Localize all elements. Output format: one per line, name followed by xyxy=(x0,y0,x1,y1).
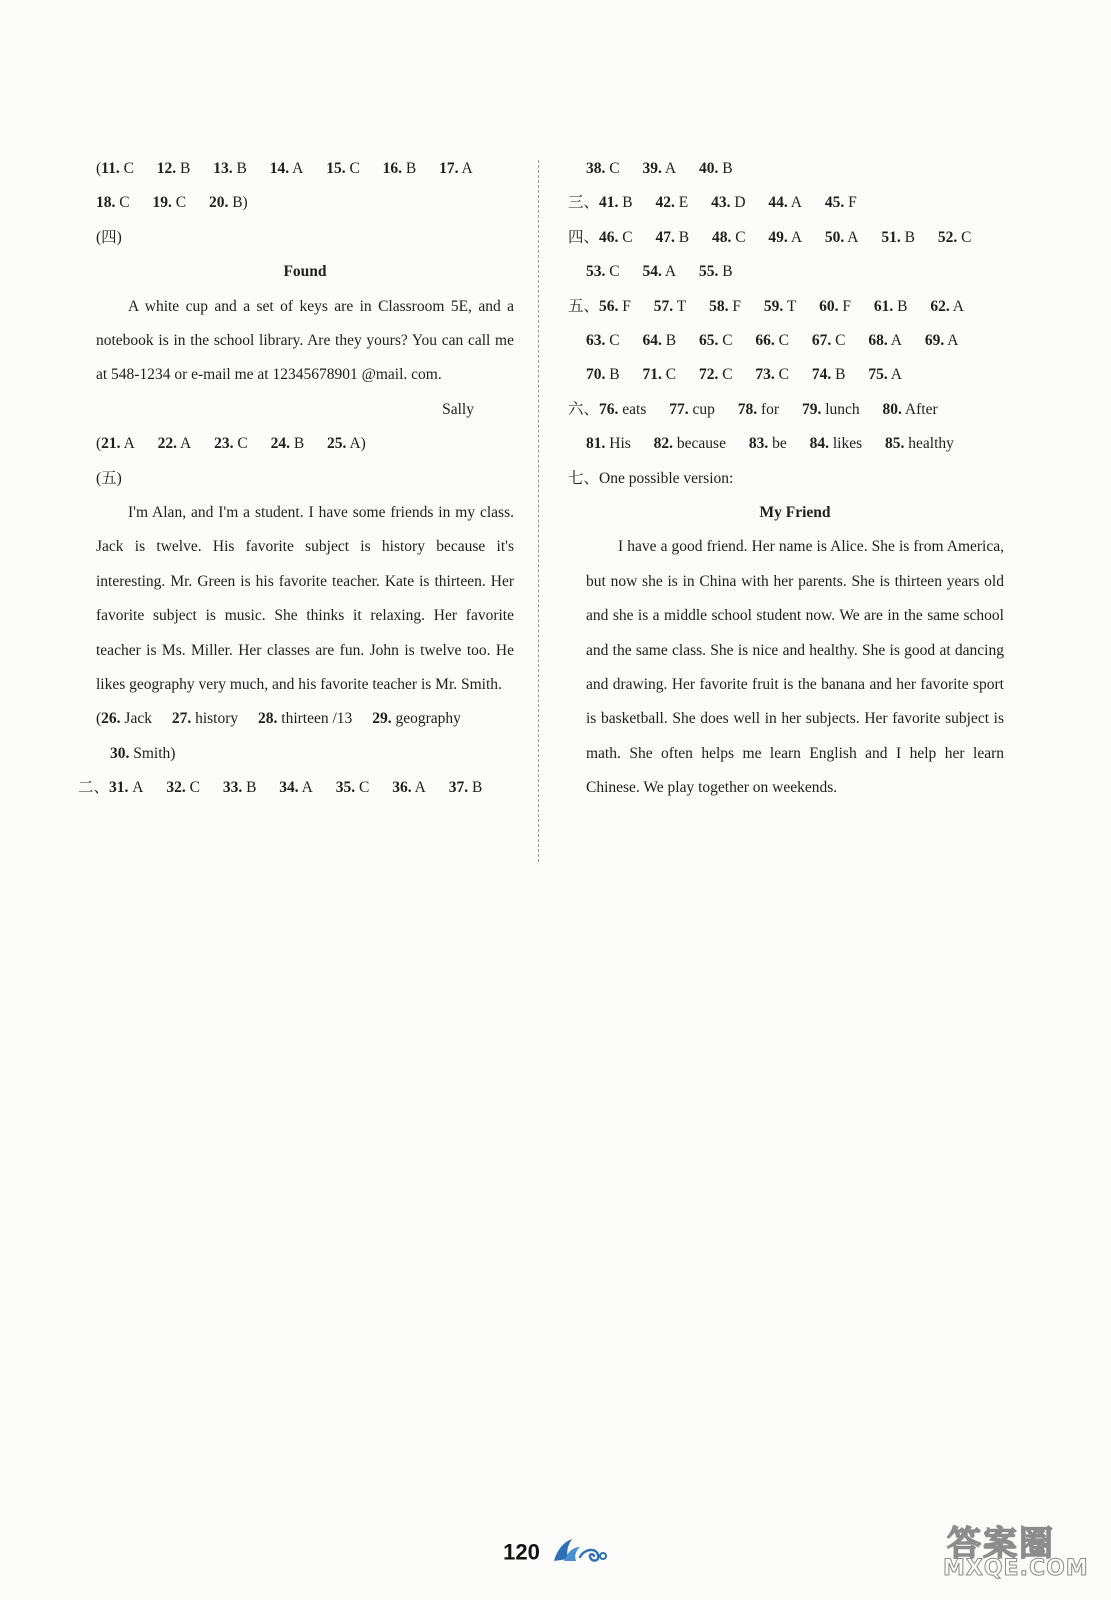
left-column xyxy=(78,152,514,806)
answer-item: 45. F xyxy=(824,194,857,212)
answer-item: (26. Jack xyxy=(96,710,152,728)
answer-item: 35. C xyxy=(335,779,370,797)
answer-row-30: 30. Smith) xyxy=(110,744,176,762)
alan-passage xyxy=(96,496,514,702)
answer-item: 13. B xyxy=(213,160,247,177)
answer-item: 16. B xyxy=(382,160,417,177)
section-heading-si: (四) xyxy=(96,228,122,246)
answer-item: 22. A xyxy=(157,435,192,453)
answer-item: 63. C xyxy=(586,331,620,349)
answer-item: 49. A xyxy=(768,228,803,246)
answer-item: 32. C xyxy=(166,779,200,797)
found-signature: Sally xyxy=(442,400,474,418)
answer-item: 53. C xyxy=(586,263,620,281)
answer-item: 83. be xyxy=(748,435,787,453)
answer-row-56-62 xyxy=(568,290,1004,324)
answer-item: 20. B) xyxy=(208,194,248,212)
found-title: Found xyxy=(283,263,327,281)
answer-item: 77. cup xyxy=(669,400,715,418)
answer-row-41-45 xyxy=(568,186,1004,220)
swirl-ornament-icon xyxy=(550,1535,608,1570)
answer-item: 74. B xyxy=(811,366,846,384)
answer-item: 73. C xyxy=(755,366,789,384)
answer-item: 24. B xyxy=(270,435,305,453)
answer-item: 48. C xyxy=(711,228,746,246)
answer-row-11-17 xyxy=(96,152,514,186)
answer-row-31-37 xyxy=(78,771,514,805)
answer-item: 85. healthy xyxy=(885,435,954,453)
answer-item: 34. A xyxy=(279,779,313,797)
answer-item: 59. T xyxy=(763,297,797,315)
answer-item: (21. A xyxy=(96,435,135,453)
answer-item: 70. B xyxy=(586,366,620,384)
answer-item: 75. A xyxy=(868,366,902,384)
answer-row-53-55 xyxy=(586,255,1004,289)
answer-item: 62. A xyxy=(930,297,964,315)
answer-item: 37. B xyxy=(448,779,483,797)
alan-body: I'm Alan, and I'm a student. I have some friends in my class. Jack is twelve. His favorite subject is history because it's interesting. Mr. Green is his favorite teacher. Kate is thirteen. Her favorite subject is music. She thinks it relaxing. Her favorite teacher is Ms. Miller. Her classes are fun. John is twelve too. He likes geography very much, and his favorite teacher is Mr. Smith. xyxy=(96,503,514,693)
answer-item: 19. C xyxy=(152,194,187,212)
answer-item: 六、76. eats xyxy=(568,400,647,418)
answer-item: 64. B xyxy=(642,331,677,349)
answer-item: 18. C xyxy=(96,194,130,212)
answer-row-38-40 xyxy=(586,152,1004,186)
answer-item: 33. B xyxy=(222,779,257,797)
answer-item: 69. A xyxy=(924,331,959,349)
answer-row-63-69 xyxy=(586,324,1004,358)
answer-item: 65. C xyxy=(698,331,733,349)
answer-item: 66. C xyxy=(755,331,789,349)
answer-item: 52. C xyxy=(937,228,972,246)
section-heading-wu: (五) xyxy=(96,469,122,487)
answer-item: 23. C xyxy=(214,435,248,453)
answer-item: 51. B xyxy=(881,228,915,246)
friend-title: My Friend xyxy=(759,503,831,521)
answer-item: 80. After xyxy=(882,400,938,418)
answer-item: 68. A xyxy=(868,331,902,349)
answer-item: 四、46. C xyxy=(568,228,633,246)
answer-item: 50. A xyxy=(824,228,859,246)
answer-item: 57. T xyxy=(653,297,687,315)
answer-item: 42. E xyxy=(655,194,689,212)
answer-item: 39. A xyxy=(642,160,677,177)
answer-item: 61. B xyxy=(873,297,908,315)
answer-item: 17. A xyxy=(439,160,473,177)
answer-item: 29. geography xyxy=(372,710,461,728)
answer-item: 72. C xyxy=(698,366,733,384)
answer-item: 67. C xyxy=(811,331,846,349)
page-number: 120 xyxy=(503,1539,540,1565)
answer-item: 40. B xyxy=(698,160,733,177)
column-divider xyxy=(538,160,539,862)
answer-item: 27. history xyxy=(171,710,239,728)
answer-item: 79. lunch xyxy=(801,400,860,418)
answer-item: 60. F xyxy=(819,297,852,315)
answer-row-81-85 xyxy=(586,427,1004,461)
answer-item: 55. B xyxy=(698,263,733,281)
found-notice xyxy=(96,290,514,393)
site-watermark xyxy=(939,1512,1089,1582)
answer-item: (11. C xyxy=(96,160,134,177)
answer-item: 25. A) xyxy=(327,435,366,453)
version-label: 七、One possible version: xyxy=(568,469,734,487)
answer-item: 二、31. A xyxy=(78,779,144,797)
answer-row-46-52 xyxy=(568,221,1004,255)
answer-item: 81. His xyxy=(586,435,631,453)
watermark-line2: MXQE.COM xyxy=(943,1556,1089,1581)
answer-item: 15. C xyxy=(326,160,360,177)
answer-item: 84. likes xyxy=(809,435,863,453)
answer-item: 14. A xyxy=(269,160,304,177)
answer-item: 五、56. F xyxy=(568,297,631,315)
answer-item: 47. B xyxy=(655,228,690,246)
friend-body: I have a good friend. Her name is Alice. She is from America, but now she is in China with her parents. She is thirteen years old and she is a middle school student now. We are in the same school and the same class. She is nice and healthy. She is good at dancing and drawing. Her favorite fruit is the banana and her favorite sport is basketball. She does well in her subjects. Her favorite subject is math. She often helps me learn English and I help her learn Chinese. We play together on weekends. xyxy=(586,538,1004,797)
answer-row-18-20 xyxy=(96,186,514,220)
answer-item: 43. D xyxy=(711,194,746,212)
answer-row-26-29 xyxy=(96,702,514,736)
right-column xyxy=(568,152,1004,806)
found-body: A white cup and a set of keys are in Classroom 5E, and a notebook is in the school library. Are they yours? You can call me at 548-1234 or e-mail me at 12345678901 @mail. com. xyxy=(96,297,514,384)
answer-item: 36. A xyxy=(392,779,426,797)
answer-item: 82. because xyxy=(653,435,726,453)
answer-item: 三、41. B xyxy=(568,194,633,212)
answer-item: 38. C xyxy=(586,160,620,177)
watermark-line1: 答案圈 xyxy=(947,1524,1055,1564)
answer-row-76-80 xyxy=(568,393,1004,427)
friend-essay xyxy=(586,530,1004,805)
answer-item: 54. A xyxy=(642,263,677,281)
answer-row-21-25 xyxy=(96,427,514,461)
answer-item: 28. thirteen /13 xyxy=(258,710,353,728)
answer-item: 12. B xyxy=(156,160,191,177)
answer-item: 71. C xyxy=(642,366,677,384)
answer-item: 58. F xyxy=(709,297,741,315)
answer-item: 44. A xyxy=(768,194,802,212)
answer-item: 78. for xyxy=(737,400,780,418)
answer-row-70-75 xyxy=(586,358,1004,392)
